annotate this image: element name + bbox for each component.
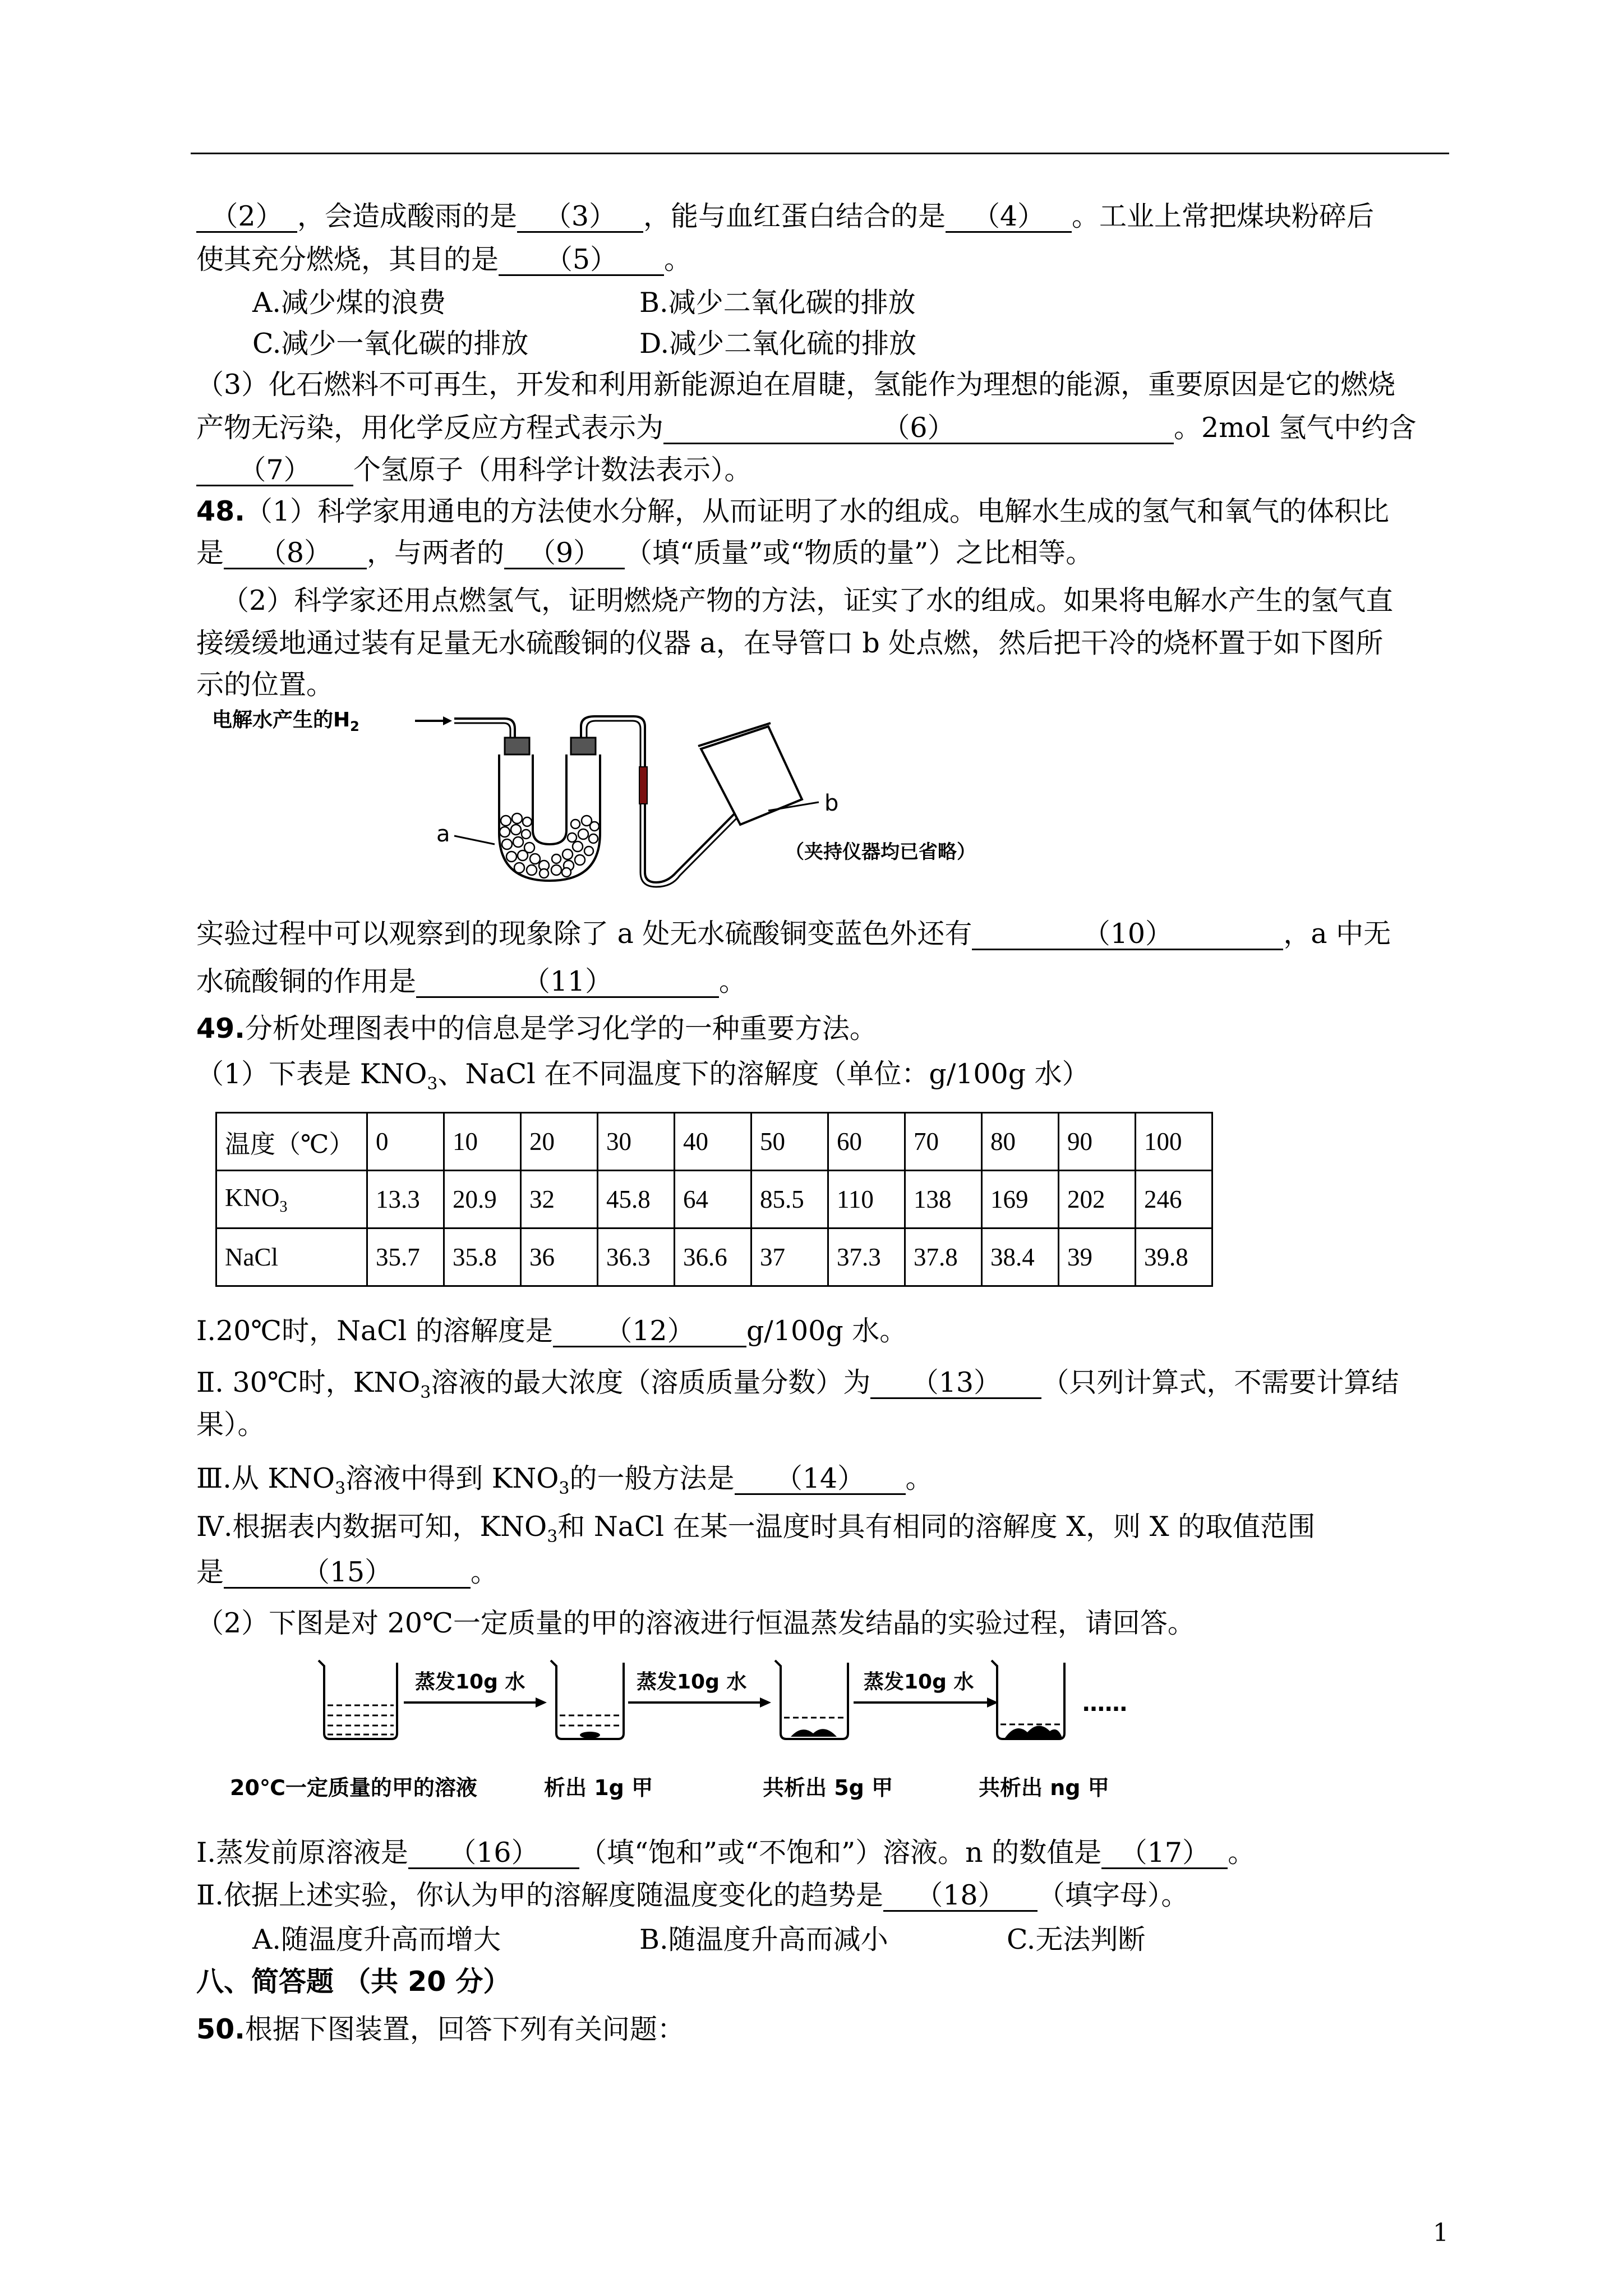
table-cell: 10 bbox=[444, 1113, 521, 1171]
q49-item-iv: Ⅳ.根据表内数据可知，$KNO_3$和 NaCl 在某一温度时具有相同的溶解度 X，则 X 的取值范围 bbox=[196, 1511, 1316, 1547]
blank-17[interactable]: （17） bbox=[1101, 1838, 1228, 1869]
blank-6[interactable]: （6） bbox=[663, 413, 1174, 444]
question-number: 50. bbox=[196, 2013, 245, 2045]
q47-option-c: C.减少一氧化碳的排放 bbox=[252, 328, 529, 360]
table-cell: 202 bbox=[1059, 1171, 1136, 1228]
table-cell: 246 bbox=[1136, 1171, 1212, 1228]
q47-line-2: 使其充分燃烧，其目的是 （5） 。 bbox=[196, 243, 692, 275]
table-cell: 138 bbox=[905, 1171, 982, 1228]
question-number: 48. bbox=[196, 495, 245, 527]
blank-10[interactable]: （10） bbox=[972, 919, 1283, 950]
q48-line-2: 是 （8） ，与两者的 （9） （填“质量”或“物质的量”）之比相等。 bbox=[196, 537, 1094, 569]
page-number: 1 bbox=[1433, 2219, 1449, 2247]
table-cell: 35.8 bbox=[444, 1228, 521, 1286]
blank-18[interactable]: （18） bbox=[883, 1881, 1038, 1912]
label-a: a bbox=[436, 821, 450, 847]
blank-4[interactable]: （4） bbox=[946, 202, 1072, 233]
table-cell: 70 bbox=[905, 1113, 982, 1171]
blank-11[interactable]: （11） bbox=[416, 967, 719, 998]
blank-12[interactable]: （12） bbox=[553, 1317, 746, 1347]
q47-part3-line-2: 产物无污染，用化学反应方程式表示为 （6） 。2mol 氢气中约含 bbox=[196, 412, 1417, 444]
q49-part2-item-ii: Ⅱ.依据上述实验，你认为甲的溶解度随温度变化的趋势是 （18） （填字母）。 bbox=[196, 1879, 1189, 1911]
arrow-head bbox=[443, 716, 452, 725]
table-cell: 40 bbox=[675, 1113, 751, 1171]
table-row-temperature bbox=[216, 1113, 1212, 1171]
evaporation-figure bbox=[224, 1649, 1178, 1812]
table-cell: 0 bbox=[367, 1113, 444, 1171]
continuation-dots: …… bbox=[1082, 1691, 1127, 1717]
clamps-omitted-note: （夹持仪器均已省略） bbox=[785, 841, 976, 863]
table-cell: 60 bbox=[828, 1113, 905, 1171]
table-cell: 36 bbox=[521, 1228, 598, 1286]
q47-part3-line-3: （7） 个氢原子（用科学计数法表示）。 bbox=[196, 453, 752, 487]
header-rule bbox=[191, 153, 1449, 154]
caption-1g: 析出 1g 甲 bbox=[544, 1775, 653, 1800]
q48-line-4: 接缓缓地通过装有足量无水硫酸铜的仪器 a，在导管口 b 处点燃，然后把干冷的烧杯置于如下图所 bbox=[196, 627, 1384, 659]
beaker-2 bbox=[551, 1660, 624, 1739]
table-cell: 30 bbox=[598, 1113, 675, 1171]
table-cell: 90 bbox=[1059, 1113, 1136, 1171]
blank-7[interactable]: （7） bbox=[196, 455, 353, 486]
h2-source-label: 电解水产生的$H_2$ bbox=[212, 708, 359, 734]
caption-original-solution: 20℃一定质量的甲的溶液 bbox=[230, 1775, 477, 1800]
q49-intro: 49.分析处理图表中的信息是学习化学的一种重要方法。 bbox=[196, 1013, 877, 1045]
evaporation-diagram bbox=[224, 1649, 1178, 1812]
q49-option-b: B.随温度升高而减小 bbox=[639, 1924, 888, 1955]
q49-item-iv-cont: 是 （15） 。 bbox=[196, 1556, 499, 1588]
q49-part1-heading: （1）下表是 $KNO_3$、NaCl 在不同温度下的溶解度（单位：g/100g 水） bbox=[196, 1058, 1090, 1094]
copper-sulfate-pellets bbox=[500, 813, 599, 878]
question-number: 49. bbox=[196, 1013, 245, 1045]
table-cell: 39 bbox=[1059, 1228, 1136, 1286]
table-cell: 20 bbox=[521, 1113, 598, 1171]
q48-line-6: 实验过程中可以观察到的现象除了 a 处无水硫酸铜变蓝色外还有 （10） ，a 中无 bbox=[196, 918, 1391, 950]
q48-line-1: 48.（1）科学家用通电的方法使水分解，从而证明了水的组成。电解水生成的氢气和氧气的体积比 bbox=[196, 495, 1389, 527]
a-pointer bbox=[454, 836, 495, 844]
q50-line: 50.根据下图装置，回答下列有关问题： bbox=[196, 2013, 685, 2045]
table-cell: 36.6 bbox=[675, 1228, 751, 1286]
table-cell: 45.8 bbox=[598, 1171, 675, 1228]
blank-5[interactable]: （5） bbox=[499, 245, 664, 276]
blank-8[interactable]: （8） bbox=[224, 539, 367, 569]
left-stopper bbox=[505, 738, 529, 754]
q49-option-a: A.随温度升高而增大 bbox=[252, 1924, 501, 1955]
q47-option-a: A.减少煤的浪费 bbox=[252, 287, 446, 319]
table-cell: 32 bbox=[521, 1171, 598, 1228]
evaporate-label-2: 蒸发10g 水 bbox=[637, 1671, 747, 1694]
q48-line-5: 示的位置。 bbox=[196, 669, 334, 701]
blank-16[interactable]: （16） bbox=[408, 1838, 579, 1869]
u-tube-diagram bbox=[208, 704, 1105, 895]
right-stopper bbox=[571, 738, 596, 754]
table-header-cell: 温度（℃） bbox=[216, 1113, 367, 1171]
solubility-table bbox=[215, 1112, 1213, 1287]
q49-option-c: C.无法判断 bbox=[1007, 1924, 1146, 1955]
table-cell: 80 bbox=[982, 1113, 1059, 1171]
rubber-connector bbox=[639, 767, 647, 804]
q47-part3-line-1: （3）化石燃料不可再生，开发和利用新能源迫在眉睫，氢能作为理想的能源，重要原因是它的燃烧 bbox=[196, 369, 1396, 401]
table-cell: 85.5 bbox=[751, 1171, 828, 1228]
q47-line-1: （2） ，会造成酸雨的是 （3） ，能与血红蛋白结合的是 （4） 。工业上常把煤块粉碎后 bbox=[196, 200, 1374, 233]
u-tube-inner bbox=[533, 754, 566, 844]
q48-line-3: （2）科学家还用点燃氢气，证明燃烧产物的方法，证实了水的组成。如果将电解水产生的氢气直 bbox=[222, 585, 1394, 616]
table-cell: 20.9 bbox=[444, 1171, 521, 1228]
q48-line-7: 水硫酸铜的作用是 （11） 。 bbox=[196, 965, 747, 997]
table-cell: 35.7 bbox=[367, 1228, 444, 1286]
table-cell: 37 bbox=[751, 1228, 828, 1286]
q49-item-iii: Ⅲ.从 $KNO_3$溶液中得到 $KNO_3$的一般方法是 （14） 。 bbox=[196, 1462, 933, 1498]
q49-item-i: Ⅰ.20℃时，NaCl 的溶解度是 （12） g/100g 水。 bbox=[196, 1315, 907, 1347]
section-8-title: 八、简答题 （共 20 分） bbox=[196, 1966, 511, 1998]
blank-14[interactable]: （14） bbox=[735, 1464, 906, 1495]
beaker-3 bbox=[775, 1660, 848, 1739]
table-cell: 13.3 bbox=[367, 1171, 444, 1228]
table-cell: 50 bbox=[751, 1113, 828, 1171]
blank-3[interactable]: （3） bbox=[517, 202, 643, 233]
q47-option-b: B.减少二氧化碳的排放 bbox=[639, 287, 916, 319]
table-cell: 37.3 bbox=[828, 1228, 905, 1286]
table-cell: 36.3 bbox=[598, 1228, 675, 1286]
label-b: b bbox=[824, 790, 839, 816]
u-tube-apparatus-figure bbox=[208, 704, 1105, 895]
table-cell: 38.4 bbox=[982, 1228, 1059, 1286]
caption-ng: 共析出 ng 甲 bbox=[979, 1775, 1109, 1800]
q49-item-ii: Ⅱ. 30℃时，$KNO_3$溶液的最大浓度（溶质质量分数）为 （13） （只列计算式，不需要计算结 bbox=[196, 1366, 1399, 1402]
q47-option-d: D.减少二氧化硫的排放 bbox=[639, 328, 917, 360]
blank-2[interactable]: （2） bbox=[196, 202, 297, 233]
q49-part2-item-i: Ⅰ.蒸发前原溶液是 （16） （填“饱和”或“不饱和”）溶液。n 的数值是 （17） 。 bbox=[196, 1837, 1256, 1869]
table-row-label: $KNO_3$ bbox=[216, 1171, 367, 1228]
table-row-nacl bbox=[216, 1228, 1212, 1286]
table-row-label: NaCl bbox=[216, 1228, 367, 1286]
evaporate-label-3: 蒸发10g 水 bbox=[864, 1671, 974, 1694]
blank-15[interactable]: （15） bbox=[224, 1558, 471, 1589]
table-cell: 39.8 bbox=[1136, 1228, 1212, 1286]
blank-13[interactable]: （13） bbox=[870, 1368, 1041, 1399]
blank-9[interactable]: （9） bbox=[504, 539, 625, 569]
beaker-4 bbox=[992, 1660, 1064, 1739]
table-cell: 110 bbox=[828, 1171, 905, 1228]
q49-item-ii-cont: 果）。 bbox=[196, 1409, 265, 1441]
table-cell: 37.8 bbox=[905, 1228, 982, 1286]
beaker-1 bbox=[319, 1660, 397, 1739]
table-cell: 169 bbox=[982, 1171, 1059, 1228]
table-cell: 64 bbox=[675, 1171, 751, 1228]
evaporate-label-1: 蒸发10g 水 bbox=[415, 1671, 525, 1694]
table-row-kno3 bbox=[216, 1171, 1212, 1228]
table-cell: 100 bbox=[1136, 1113, 1212, 1171]
caption-5g: 共析出 5g 甲 bbox=[763, 1775, 893, 1800]
q49-part2-heading: （2）下图是对 20℃一定质量的甲的溶液进行恒温蒸发结晶的实验过程，请回答。 bbox=[196, 1607, 1195, 1639]
